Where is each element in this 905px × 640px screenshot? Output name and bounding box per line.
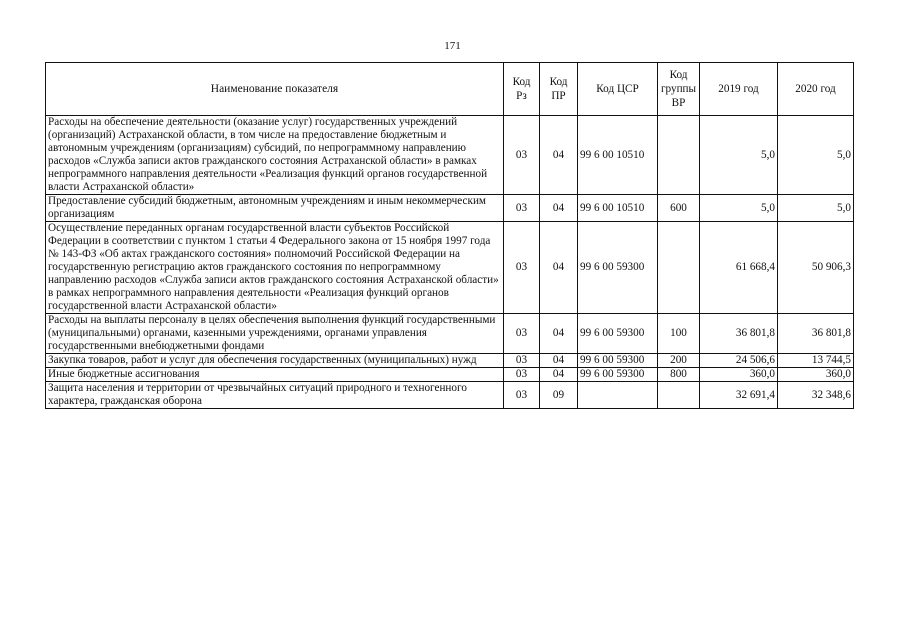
cell-name: Иные бюджетные ассигнования	[46, 368, 504, 382]
cell-y2020: 36 801,8	[778, 314, 854, 354]
cell-pr: 04	[540, 195, 578, 222]
cell-y2019: 5,0	[700, 195, 778, 222]
cell-y2020: 32 348,6	[778, 382, 854, 409]
cell-pr: 09	[540, 382, 578, 409]
cell-y2020: 5,0	[778, 195, 854, 222]
cell-csr: 99 6 00 59300	[578, 314, 658, 354]
header-rz: Код Рз	[504, 63, 540, 116]
cell-name: Осуществление переданных органам государственной власти субъектов Российской Федерации в соответствии с пунктом 1 статьи 4 Федерального закона от 15 ноября 1997 года № 143-ФЗ «Об актах гражданского состояния» полномочий Российской Федерации на государственную регистрацию актов гражданского состояния по непрограммному направлению расходов «Служба записи актов гражданского состояния Астраханской области» в рамках непрограммного направления деятельности «Реализация функций органов государственной власти Астраханской области»	[46, 222, 504, 314]
budget-table	[45, 62, 854, 409]
cell-y2020: 50 906,3	[778, 222, 854, 314]
header-vr: Код группы ВР	[658, 63, 700, 116]
cell-y2019: 5,0	[700, 116, 778, 195]
cell-y2019: 36 801,8	[700, 314, 778, 354]
cell-name: Расходы на обеспечение деятельности (оказание услуг) государственных учреждений (организаций) Астраханской области, в том числе на предоставление бюджетным и автономным учреждениям (организациям) субсидий, по непрограммному направлению расходов «Служба записи актов гражданского состояния Астраханской области» в рамках непрограммного направления деятельности «Реализация функций органов государственной власти Астраханской области»	[46, 116, 504, 195]
cell-name: Защита населения и территории от чрезвычайных ситуаций природного и техногенного характера, гражданская оборона	[46, 382, 504, 409]
table-row	[46, 368, 854, 382]
cell-csr: 99 6 00 59300	[578, 222, 658, 314]
cell-name: Расходы на выплаты персоналу в целях обеспечения выполнения функций государственными (муниципальными) органами, казенными учреждениями, органами управления государственными внебюджетными фондами	[46, 314, 504, 354]
cell-pr: 04	[540, 222, 578, 314]
cell-rz: 03	[504, 354, 540, 368]
cell-name: Предоставление субсидий бюджетным, автономным учреждениям и иным некоммерческим организациям	[46, 195, 504, 222]
cell-pr: 04	[540, 314, 578, 354]
cell-vr: 600	[658, 195, 700, 222]
cell-vr: 200	[658, 354, 700, 368]
cell-pr: 04	[540, 368, 578, 382]
cell-pr: 04	[540, 354, 578, 368]
cell-rz: 03	[504, 116, 540, 195]
table-row	[46, 314, 854, 354]
table-row	[46, 354, 854, 368]
cell-csr: 99 6 00 59300	[578, 354, 658, 368]
cell-rz: 03	[504, 222, 540, 314]
table-row	[46, 195, 854, 222]
header-row	[46, 63, 854, 116]
cell-y2019: 360,0	[700, 368, 778, 382]
header-csr: Код ЦСР	[578, 63, 658, 116]
cell-vr	[658, 116, 700, 195]
cell-y2019: 24 506,6	[700, 354, 778, 368]
page-number: 171	[444, 40, 461, 52]
cell-vr: 800	[658, 368, 700, 382]
cell-y2020: 360,0	[778, 368, 854, 382]
cell-y2020: 13 744,5	[778, 354, 854, 368]
cell-rz: 03	[504, 195, 540, 222]
cell-vr	[658, 222, 700, 314]
cell-y2019: 61 668,4	[700, 222, 778, 314]
cell-pr: 04	[540, 116, 578, 195]
cell-y2019: 32 691,4	[700, 382, 778, 409]
header-pr: Код ПР	[540, 63, 578, 116]
cell-vr: 100	[658, 314, 700, 354]
header-2019: 2019 год	[700, 63, 778, 116]
cell-vr	[658, 382, 700, 409]
table-row	[46, 116, 854, 195]
cell-csr: 99 6 00 59300	[578, 368, 658, 382]
cell-csr: 99 6 00 10510	[578, 195, 658, 222]
cell-y2020: 5,0	[778, 116, 854, 195]
header-name: Наименование показателя	[46, 63, 504, 116]
cell-rz: 03	[504, 368, 540, 382]
cell-csr	[578, 382, 658, 409]
table-row	[46, 382, 854, 409]
table-row	[46, 222, 854, 314]
header-2020: 2020 год	[778, 63, 854, 116]
cell-rz: 03	[504, 314, 540, 354]
cell-name: Закупка товаров, работ и услуг для обеспечения государственных (муниципальных) нужд	[46, 354, 504, 368]
cell-csr: 99 6 00 10510	[578, 116, 658, 195]
cell-rz: 03	[504, 382, 540, 409]
